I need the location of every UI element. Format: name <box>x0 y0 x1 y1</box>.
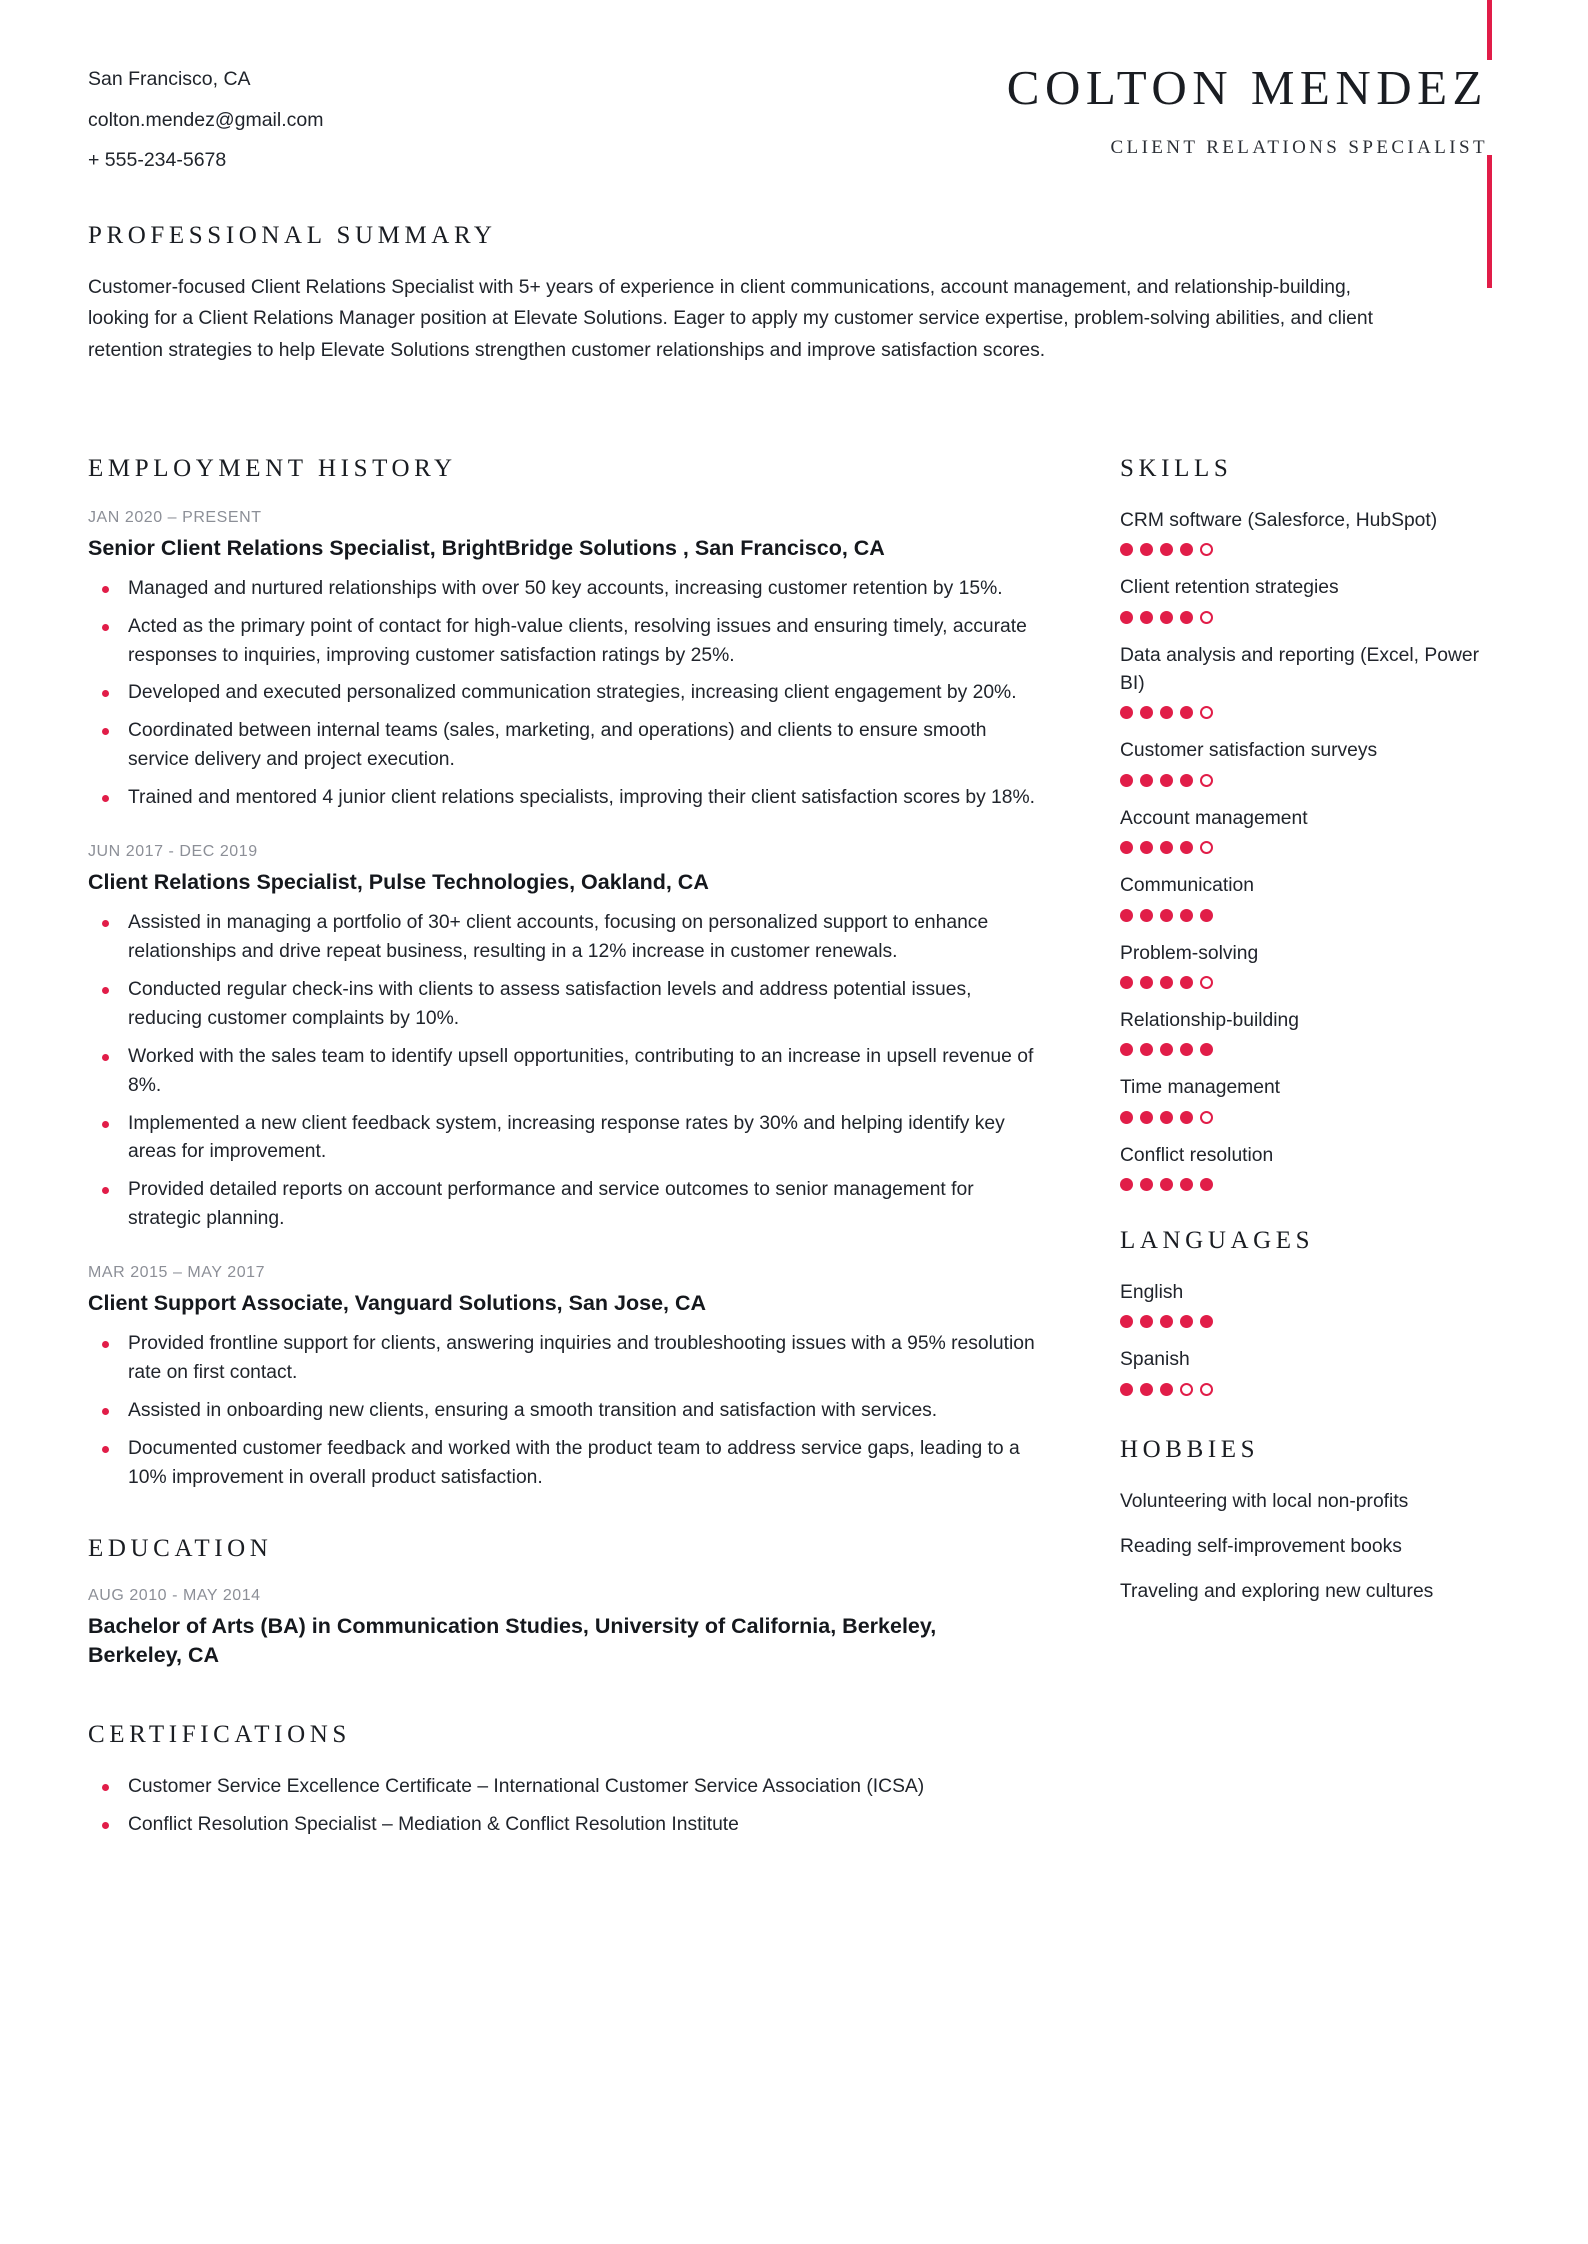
skill-item <box>1120 1007 1500 1056</box>
skill-item-rating <box>1120 1043 1500 1056</box>
skill-item <box>1120 1074 1500 1123</box>
rating-dot-empty-icon <box>1200 841 1213 854</box>
skill-item-rating <box>1120 841 1500 854</box>
skill-item <box>1120 872 1500 921</box>
rating-dot-filled-icon <box>1140 774 1153 787</box>
rating-dot-filled-icon <box>1180 976 1193 989</box>
accent-bar-top <box>1487 0 1492 60</box>
skill-item <box>1120 1142 1500 1191</box>
rating-dot-filled-icon <box>1140 1315 1153 1328</box>
skill-item <box>1120 737 1500 786</box>
rating-dot-filled-icon <box>1120 1111 1133 1124</box>
language-item <box>1120 1279 1500 1328</box>
rating-dot-filled-icon <box>1200 909 1213 922</box>
education-section <box>88 1535 1048 1671</box>
section-heading-languages: LANGUAGES <box>1120 1226 1315 1254</box>
job-bullet-list <box>88 1330 1048 1493</box>
rating-dot-filled-icon <box>1140 976 1153 989</box>
skill-item-label: CRM software (Salesforce, HubSpot) <box>1120 510 1438 531</box>
rating-dot-filled-icon <box>1160 1043 1173 1056</box>
skill-item-label: Conflict resolution <box>1120 1144 1274 1166</box>
languages-list <box>1120 1279 1500 1396</box>
rating-dot-filled-icon <box>1180 1178 1193 1191</box>
rating-dot-filled-icon <box>1160 909 1173 922</box>
rating-dot-filled-icon <box>1200 1043 1213 1056</box>
rating-dot-filled-icon <box>1160 976 1173 989</box>
skills-list <box>1120 507 1500 1191</box>
skill-item-label: Time management <box>1120 1077 1281 1099</box>
education-dates: AUG 2010 - MAY 2014 <box>88 1586 261 1604</box>
rating-dot-filled-icon <box>1140 1178 1153 1191</box>
rating-dot-filled-icon <box>1140 1111 1153 1124</box>
section-heading-certifications: CERTIFICATIONS <box>88 1720 351 1748</box>
rating-dot-filled-icon <box>1160 611 1173 624</box>
language-item-rating <box>1120 1383 1500 1396</box>
rating-dot-filled-icon <box>1120 909 1133 922</box>
skill-item-rating <box>1120 611 1500 624</box>
rating-dot-filled-icon <box>1200 1315 1213 1328</box>
skill-item-rating <box>1120 976 1500 989</box>
rating-dot-filled-icon <box>1120 1315 1133 1328</box>
contact-info <box>88 70 648 192</box>
skill-item-label: Account management <box>1120 807 1308 829</box>
section-heading-skills: SKILLS <box>1120 455 1233 482</box>
rating-dot-filled-icon <box>1120 543 1133 556</box>
hobby-item: Volunteering with local non-profits <box>1120 1490 1409 1512</box>
languages-section <box>1120 1227 1500 1396</box>
rating-dot-filled-icon <box>1180 774 1193 787</box>
name-block <box>728 60 1488 159</box>
job-entry <box>88 843 1048 1234</box>
hobbies-section <box>1120 1436 1500 1607</box>
job-entry <box>88 509 1048 813</box>
rating-dot-filled-icon <box>1180 1043 1193 1056</box>
rating-dot-filled-icon <box>1120 1043 1133 1056</box>
rating-dot-empty-icon <box>1200 1383 1213 1396</box>
rating-dot-filled-icon <box>1140 543 1153 556</box>
sidebar-column <box>1120 455 1500 1624</box>
certification-item: Conflict Resolution Specialist – Mediation & Conflict Resolution Institute <box>88 1811 1048 1840</box>
rating-dot-empty-icon <box>1200 611 1213 624</box>
resume-header <box>88 60 1488 200</box>
rating-dot-empty-icon <box>1200 706 1213 719</box>
rating-dot-filled-icon <box>1160 774 1173 787</box>
rating-dot-filled-icon <box>1160 706 1173 719</box>
rating-dot-filled-icon <box>1140 909 1153 922</box>
skill-item-label: Problem-solving <box>1120 942 1259 964</box>
candidate-name: COLTON MENDEZ <box>1006 60 1488 115</box>
rating-dot-filled-icon <box>1140 841 1153 854</box>
education-degree: Bachelor of Arts (BA) in Communication Studies, University of California, Berkeley, Berkeley, CA <box>88 1613 937 1668</box>
rating-dot-filled-icon <box>1160 1315 1173 1328</box>
skill-item-label: Communication <box>1120 875 1254 897</box>
rating-dot-filled-icon <box>1120 976 1133 989</box>
employment-history-section <box>88 455 1048 1493</box>
job-bullet: Implemented a new client feedback system, increasing response rates by 30% and helping identify key areas for improvement. <box>88 1110 1048 1168</box>
rating-dot-filled-icon <box>1160 841 1173 854</box>
job-title: Client Support Associate, Vanguard Solutions, San Jose, CA <box>88 1291 707 1316</box>
language-item-rating <box>1120 1315 1500 1328</box>
rating-dot-filled-icon <box>1160 543 1173 556</box>
skill-item-rating <box>1120 774 1500 787</box>
skill-item-label: Data analysis and reporting (Excel, Power BI) <box>1120 644 1480 695</box>
rating-dot-filled-icon <box>1180 909 1193 922</box>
section-heading-employment: EMPLOYMENT HISTORY <box>88 455 457 482</box>
rating-dot-filled-icon <box>1140 1383 1153 1396</box>
rating-dot-filled-icon <box>1160 1111 1173 1124</box>
rating-dot-filled-icon <box>1180 543 1193 556</box>
rating-dot-filled-icon <box>1180 706 1193 719</box>
job-title: Client Relations Specialist, Pulse Technologies, Oakland, CA <box>88 870 709 895</box>
professional-summary-section <box>88 222 1398 366</box>
contact-phone: + 555-234-5678 <box>88 149 227 171</box>
section-heading-hobbies: HOBBIES <box>1120 1435 1260 1463</box>
rating-dot-filled-icon <box>1120 1178 1133 1191</box>
skill-item-label: Client retention strategies <box>1120 577 1339 599</box>
rating-dot-empty-icon <box>1200 774 1213 787</box>
rating-dot-filled-icon <box>1180 1315 1193 1328</box>
certification-item: Customer Service Excellence Certificate – International Customer Service Association (ICSA) <box>88 1773 1048 1802</box>
rating-dot-filled-icon <box>1140 706 1153 719</box>
job-bullet: Worked with the sales team to identify upsell opportunities, contributing to an increase in upsell revenue of 8%. <box>88 1043 1048 1101</box>
job-title: Senior Client Relations Specialist, BrightBridge Solutions , San Francisco, CA <box>88 536 885 560</box>
section-heading-summary: PROFESSIONAL SUMMARY <box>88 222 497 249</box>
language-item-label: English <box>1120 1281 1184 1303</box>
rating-dot-filled-icon <box>1120 1383 1133 1396</box>
rating-dot-empty-icon <box>1200 1111 1213 1124</box>
rating-dot-filled-icon <box>1120 611 1133 624</box>
skill-item <box>1120 940 1500 989</box>
hobbies-list <box>1120 1488 1500 1607</box>
language-item-label: Spanish <box>1120 1349 1190 1371</box>
job-bullet: Trained and mentored 4 junior client relations specialists, improving their client satisfaction scores by 18%. <box>88 784 1048 813</box>
skill-item-label: Relationship-building <box>1120 1009 1300 1031</box>
skill-item <box>1120 574 1500 623</box>
job-bullet: Assisted in managing a portfolio of 30+ client accounts, focusing on personalized support to enhance relationships and drive repeat business, resulting in a 12% increase in customer renewals. <box>88 909 1048 967</box>
job-bullet: Conducted regular check-ins with clients to assess satisfaction levels and address potential issues, reducing customer complaints by 10%. <box>88 976 1048 1034</box>
job-bullet: Coordinated between internal teams (sales, marketing, and operations) and clients to ensure smooth service delivery and project execution. <box>88 717 1048 775</box>
candidate-role: CLIENT RELATIONS SPECIALIST <box>1110 137 1488 159</box>
rating-dot-empty-icon <box>1200 543 1213 556</box>
job-entry <box>88 1264 1048 1492</box>
rating-dot-filled-icon <box>1140 1043 1153 1056</box>
job-bullet: Assisted in onboarding new clients, ensuring a smooth transition and satisfaction with services. <box>88 1397 1048 1426</box>
rating-dot-empty-icon <box>1180 1383 1193 1396</box>
skill-item-rating <box>1120 1178 1500 1191</box>
rating-dot-filled-icon <box>1160 1383 1173 1396</box>
certifications-section <box>88 1721 1048 1840</box>
job-bullet-list <box>88 575 1048 814</box>
rating-dot-filled-icon <box>1200 1178 1213 1191</box>
skill-item <box>1120 805 1500 854</box>
skill-item <box>1120 507 1500 556</box>
skill-item-rating <box>1120 543 1500 556</box>
rating-dot-filled-icon <box>1120 841 1133 854</box>
job-dates: JUN 2017 - DEC 2019 <box>88 843 258 861</box>
rating-dot-filled-icon <box>1180 1111 1193 1124</box>
certification-list <box>88 1773 1048 1840</box>
contact-location: San Francisco, CA <box>88 68 251 90</box>
job-dates: JAN 2020 – PRESENT <box>88 509 262 526</box>
skill-item-rating <box>1120 706 1500 719</box>
rating-dot-filled-icon <box>1180 611 1193 624</box>
job-bullet: Developed and executed personalized communication strategies, increasing client engagement by 20%. <box>88 679 1048 708</box>
job-bullet: Documented customer feedback and worked with the product team to address service gaps, leading to a 10% improvement in overall product satisfaction. <box>88 1435 1048 1493</box>
job-bullet: Acted as the primary point of contact for high-value clients, resolving issues and ensuring timely, accurate responses to inquiries, improving customer satisfaction ratings by 25%. <box>88 613 1048 671</box>
contact-email[interactable]: colton.mendez@gmail.com <box>88 108 324 131</box>
section-heading-education: EDUCATION <box>88 1534 273 1562</box>
rating-dot-filled-icon <box>1160 1178 1173 1191</box>
main-column <box>88 455 1048 1849</box>
summary-text: Customer-focused Client Relations Specialist with 5+ years of experience in client communications, account management, and relationship-building, looking for a Client Relations Manager position at Elevate Solutions. Eager to apply my customer service expertise, problem-solving abilities, and client retention strategies to help Elevate Solutions strengthen customer relationships and improve satisfaction scores. <box>88 277 1373 361</box>
skill-item-rating <box>1120 1111 1500 1124</box>
skill-item <box>1120 642 1500 720</box>
job-dates: MAR 2015 – MAY 2017 <box>88 1264 266 1282</box>
rating-dot-filled-icon <box>1140 611 1153 624</box>
rating-dot-filled-icon <box>1120 774 1133 787</box>
job-bullet: Provided detailed reports on account performance and service outcomes to senior management for strategic planning. <box>88 1176 1048 1234</box>
skill-item-rating <box>1120 909 1500 922</box>
job-bullet: Managed and nurtured relationships with over 50 key accounts, increasing customer retention by 15%. <box>88 575 1048 604</box>
rating-dot-empty-icon <box>1200 976 1213 989</box>
job-bullet-list <box>88 909 1048 1234</box>
language-item <box>1120 1346 1500 1395</box>
rating-dot-filled-icon <box>1120 706 1133 719</box>
job-bullet: Provided frontline support for clients, answering inquiries and troubleshooting issues with a 95% resolution rate on first contact. <box>88 1330 1048 1388</box>
skills-section <box>1120 455 1500 1191</box>
hobby-item: Traveling and exploring new cultures <box>1120 1581 1434 1603</box>
hobby-item: Reading self-improvement books <box>1120 1536 1402 1558</box>
skill-item-label: Customer satisfaction surveys <box>1120 740 1378 762</box>
rating-dot-filled-icon <box>1180 841 1193 854</box>
